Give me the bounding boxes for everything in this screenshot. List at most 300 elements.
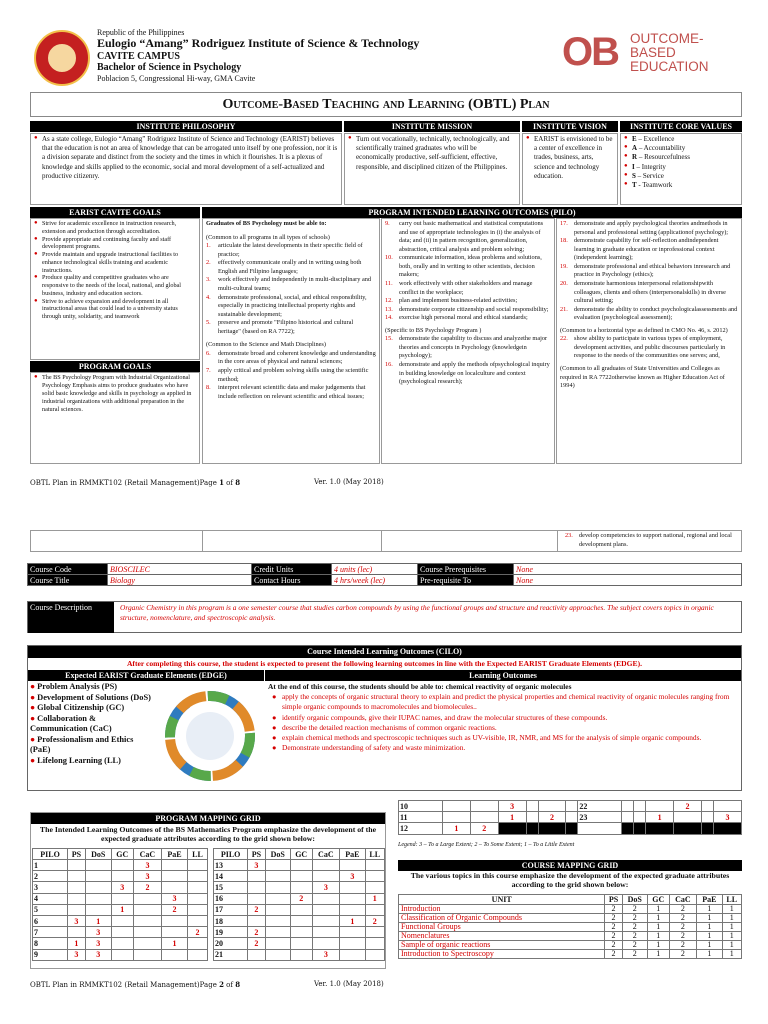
- cmg-unit: Introduction to Spectroscopy: [399, 950, 605, 959]
- core-value-item: ● E – Excellence: [624, 135, 738, 144]
- grid-column-header: CaC: [312, 849, 340, 860]
- grid-cell: [340, 938, 365, 949]
- edge-item: ● Lifelong Learning (LL): [30, 755, 121, 765]
- grid-cell: [111, 893, 133, 904]
- grid-row: [399, 823, 742, 834]
- course-title-label: Course Title: [28, 575, 108, 586]
- grid-cell: [68, 871, 86, 882]
- grid-row-label: 1: [33, 860, 68, 871]
- mission-text: ● Turn out vocationally, technically, technologically, and scientifically trained graduates who will be economically productive, self-sufficient, effective, responsible, and disciplined citizen of the Philippines.: [348, 135, 516, 172]
- pilo-common-label: (Common to all programs in all types of schools): [206, 233, 330, 241]
- grid-row-label: 13: [214, 860, 248, 871]
- grid-cell: [312, 893, 340, 904]
- pilo-specific-label: (Specific to BS Psychology Program ): [385, 326, 482, 334]
- cmg-table: [398, 894, 742, 959]
- grid-cell: 2: [248, 927, 265, 938]
- grid-column-header: DoS: [622, 895, 647, 905]
- grid-row-label: 23: [578, 812, 622, 823]
- grid-cell: 3: [713, 812, 741, 823]
- document-title: Outcome-Based Teaching and Learning (OBTL) Plan: [30, 92, 742, 117]
- pmg-legend: Legend: 3 – To a Large Extent; 2 – To Some Extent; 1 – To a Little Extent: [398, 842, 575, 848]
- pilo-item: communicate information, ideas problems and solutions, both, orally and in writing to other scientists, decision makers;: [399, 254, 542, 279]
- contact-hours-value: 4 hrs/week (lec): [332, 575, 418, 586]
- grid-cell: 3: [68, 949, 86, 960]
- grid-cell: [133, 915, 161, 926]
- grid-cell: 2: [248, 904, 265, 915]
- cilo-section: [27, 645, 742, 791]
- grid-cell: [713, 823, 741, 834]
- grid-row: [214, 871, 385, 882]
- contact-hours-label: Contact Hours: [252, 575, 332, 586]
- cmg-intro: The various topics in this course emphasize the development of the expected graduate attributes according to the grid shown below:: [410, 871, 730, 890]
- grid-cell: [290, 860, 312, 871]
- cmg-cell: 2: [669, 941, 697, 950]
- grid-row-label: 18: [214, 915, 248, 926]
- grid-cell: [365, 904, 385, 915]
- grid-cell: [248, 893, 265, 904]
- grid-column-header: LL: [722, 895, 741, 905]
- obe-line1: OUTCOME-: [630, 31, 704, 46]
- cmg-cell: 2: [622, 941, 647, 950]
- cmg-header: COURSE MAPPING GRID: [398, 860, 742, 871]
- obe-line3: EDUCATION: [630, 59, 709, 74]
- cmg-cell: 2: [622, 905, 647, 914]
- cmg-cell: 1: [697, 905, 722, 914]
- pilo-column-1: Graduates of BS Psychology must be able to: (Common to all programs in all types of schools) 1. articulate the latest developments in their specific field of practice; 2. effectively communicate orally and in writing using both English and Filipino languages; 3. work effectively and independently in multi-disciplinary and multi-cultural teams; 4. demonstrate professional, social, and ethical responsibility, especially in practicing intellectual property rights and sustainable development; 5. preserve and promote "Filipino historical and cultural heritage" (based on RA 7722); (Common to the Science and Math Disciplines) 6. demonstrate broad and coherent knowledge and understanding in the core areas of physical and natural sciences; 7. apply critical and problem solving skills using the scientific method; 8. interpret relevant scientific data and make judgements that include reflection on relevant scientific and ethical issues;: [202, 218, 380, 464]
- grid-cell: [290, 904, 312, 915]
- grid-row: [214, 927, 385, 938]
- grid-cell: [133, 893, 161, 904]
- cmg-cell: 1: [647, 914, 669, 923]
- grid-column-header: CaC: [133, 849, 161, 860]
- cmg-unit: Introduction: [399, 905, 605, 914]
- course-mapping-grid: [398, 860, 742, 972]
- grid-cell: [111, 927, 133, 938]
- institution-header: [97, 28, 419, 83]
- cmg-cell: 1: [647, 905, 669, 914]
- pilo-intro: Graduates of BS Psychology must be able to:: [206, 220, 327, 227]
- cilo-header: Course Intended Learning Outcomes (CILO): [28, 646, 741, 658]
- credit-units-label: Credit Units: [252, 564, 332, 575]
- cilo-subheader: After completing this course, the student is expected to present the following learning outcomes in line with the Expected EARIST Graduate Elements (EDGE).: [126, 659, 643, 668]
- grid-cell: [701, 812, 713, 823]
- cmg-cell: 1: [697, 941, 722, 950]
- grid-cell: [188, 938, 208, 949]
- grid-cell: [265, 904, 290, 915]
- grid-row: [214, 915, 385, 926]
- grid-cell: [133, 938, 161, 949]
- course-description-text: Organic Chemistry in this program is a one semester course that studies carbon compounds by using the functional groups and structure and reactivity approaches. The subject covers topics in organic structure, nomenclature, and spectroscopic analysis.: [120, 603, 714, 622]
- grid-cell: [265, 860, 290, 871]
- grid-cell: [85, 893, 111, 904]
- grid-cell: [622, 823, 634, 834]
- grid-row-label: 14: [214, 871, 248, 882]
- grid-row-label: 7: [33, 927, 68, 938]
- grid-cell: [312, 860, 340, 871]
- grid-row-label: 15: [214, 882, 248, 893]
- grid-cell: [312, 871, 340, 882]
- grid-row: [33, 949, 208, 960]
- grid-cell: [526, 812, 538, 823]
- grid-cell: 3: [85, 927, 111, 938]
- page-footer-2: OBTL Plan in RMMKT102 (Retail Management)Page 2 of 8: [30, 980, 241, 989]
- grid-cell: [312, 938, 340, 949]
- cmg-cell: 1: [722, 923, 741, 932]
- grid-row-label: 10: [399, 801, 443, 812]
- grid-cell: [578, 823, 622, 834]
- cmg-cell: 2: [622, 914, 647, 923]
- grid-cell: [265, 927, 290, 938]
- grid-row-label: 21: [214, 949, 248, 960]
- grid-cell: [85, 860, 111, 871]
- grid-cell: [162, 915, 188, 926]
- grid-cell: [470, 812, 498, 823]
- grid-column-header: LL: [188, 849, 208, 860]
- cmg-unit: Functional Groups: [399, 923, 605, 932]
- grid-cell: [365, 871, 385, 882]
- course-code-value: BIOSCILEC: [108, 564, 252, 575]
- pmg-header: PROGRAM MAPPING GRID: [31, 813, 385, 824]
- pilo-item: demonstrate and apply psychological theories andmethods in personal and professional setting (applicationof psychology);: [574, 220, 729, 236]
- philosophy-header: INSTITUTE PHILOSOPHY: [30, 121, 342, 132]
- grid-column-header: UNIT: [399, 895, 605, 905]
- grid-cell: 2: [188, 927, 208, 938]
- grid-cell: [265, 915, 290, 926]
- obe-line2: BASED: [630, 45, 676, 60]
- grid-cell: 1: [111, 904, 133, 915]
- grid-cell: 2: [133, 882, 161, 893]
- pmg-table-mid: [213, 848, 385, 961]
- grid-cell: [365, 882, 385, 893]
- obe-logo: [562, 30, 734, 82]
- core-value-item: ● I – Integrity: [624, 163, 738, 172]
- grid-cell: [674, 812, 702, 823]
- grid-cell: [111, 860, 133, 871]
- grid-cell: [162, 860, 188, 871]
- pilo-common2-label: (Common to the Science and Math Disciplines): [206, 341, 326, 349]
- grid-row-label: 17: [214, 904, 248, 915]
- grid-cell: 3: [248, 860, 265, 871]
- grid-cell: [265, 893, 290, 904]
- cmg-cell: 1: [722, 914, 741, 923]
- grid-cell: 3: [498, 801, 526, 812]
- grid-cell: 2: [538, 812, 566, 823]
- grid-cell: [290, 915, 312, 926]
- pilo-item: exercise high personal moral and ethical standards;: [399, 314, 528, 322]
- grid-cell: [188, 860, 208, 871]
- pilo-column-2: 9. carry out basic mathematical and statistical computations and use of appropriate technologies in (i) the analysis of data; and (ii) in pattern recognition, generalization, abstraction, critical analysis and problem solving; 10. communicate information, ideas problems and solutions, both, orally and in writing to other scientists, decision makers; 11. work effectively with other stakeholders and manage conflict in the workplace; 12. plan and implement business-related activities; 13. demonstrate corporate citizenship and social responsibility; 14. exercise high personal moral and ethical standards; (Specific to BS Psychology Program ) 15. demonstrate the capability to discuss and analyzethe major theories and concepts in Psychology (knowledgein psychology); 16. demonstrate and apply the methods ofpsychological inquiry in building knowledge on localculture and context (psychological research);: [381, 218, 555, 464]
- grid-cell: [701, 801, 713, 812]
- core-value-item: ● A – Accountability: [624, 144, 738, 153]
- cmg-unit: Sample of organic reactions: [399, 941, 605, 950]
- grid-cell: 2: [365, 915, 385, 926]
- grid-row-label: 6: [33, 915, 68, 926]
- cmg-cell: 1: [722, 950, 741, 959]
- core-value-item: ● S – Service: [624, 172, 738, 181]
- grid-cell: 3: [85, 949, 111, 960]
- cmg-cell: 1: [647, 932, 669, 941]
- cmg-cell: 2: [605, 932, 622, 941]
- grid-cell: [442, 801, 470, 812]
- cmg-cell: 1: [647, 941, 669, 950]
- grid-row-label: 11: [399, 812, 443, 823]
- course-description-label: Course Description: [28, 602, 114, 633]
- grid-cell: 1: [68, 938, 86, 949]
- edge-item: ● Collaboration & Communication (CaC): [30, 713, 112, 733]
- pmg-intro: The Intended Learning Outcomes of the BS Mathematics Program emphasize the development of the expected graduate attributes according to the grid shown below:: [39, 825, 377, 844]
- program-goals-text: ● The BS Psychology Program with Industrial Organizational Psychology Emphasis aims to produce graduates who have solid basic knowledge and skills in psychology as applied in industrial organizations with additional preparation in the natural sciences.: [34, 374, 196, 414]
- grid-cell: 3: [133, 860, 161, 871]
- cmg-cell: 1: [722, 932, 741, 941]
- grid-cell: 2: [674, 801, 702, 812]
- grid-cell: [622, 801, 634, 812]
- grid-cell: 3: [162, 893, 188, 904]
- cmg-cell: 1: [697, 923, 722, 932]
- grid-row: [33, 882, 208, 893]
- grid-row-label: 20: [214, 938, 248, 949]
- learning-outcomes-intro: At the end of this course, the students should be able to: chemical reactivity of organic molecules: [268, 682, 572, 691]
- grid-cell: [188, 904, 208, 915]
- cmg-cell: 1: [722, 905, 741, 914]
- cmg-unit: Classification of Organic Compounds: [399, 914, 605, 923]
- grid-cell: [526, 823, 538, 834]
- grid-row: [399, 801, 742, 812]
- grid-cell: [85, 871, 111, 882]
- pilo-item: demonstrate harmonious interpersonal relationshipwith colleagues, clients and others (interpersonalskills) in diverse cultural setting;: [574, 279, 726, 305]
- grid-cell: [162, 949, 188, 960]
- grid-row: [33, 915, 208, 926]
- pilo-item: articulate the latest developments in their specific field of practice;: [218, 242, 363, 258]
- grid-cell: [290, 927, 312, 938]
- grid-cell: [634, 823, 646, 834]
- course-title-value: Biology: [108, 575, 252, 586]
- pilo-item: demonstrate the ability to conduct psychologicalassessments and evaluation (psychological assessment);: [574, 305, 738, 322]
- grid-cell: [340, 949, 365, 960]
- grid-cell: 1: [85, 915, 111, 926]
- grid-row-label: 4: [33, 893, 68, 904]
- grid-column-header: PaE: [162, 849, 188, 860]
- grid-cell: [111, 938, 133, 949]
- grid-cell: 2: [290, 893, 312, 904]
- grid-cell: [470, 801, 498, 812]
- grid-cell: [68, 927, 86, 938]
- pilo-item: show ability to participate in various types of employment, development activities, and public discourses particularly in response to the needs of the communities one serves; and,: [574, 335, 726, 360]
- grid-row: [214, 949, 385, 960]
- grid-row-label: 2: [33, 871, 68, 882]
- goal-item: ● Provide appropriate and continuing faculty and staff development programs.: [34, 236, 196, 252]
- grid-cell: [365, 860, 385, 871]
- grid-column-header: GC: [111, 849, 133, 860]
- grid-cell: [646, 801, 674, 812]
- grid-cell: [290, 938, 312, 949]
- earist-seal-logo: [34, 30, 90, 86]
- version-footer-2: Ver. 1.0 (May 2018): [314, 980, 384, 988]
- learning-outcome-item: identify organic compounds, give their IUPAC names, and draw the molecular structures of these compounds.: [282, 712, 608, 722]
- grid-cell: 1: [498, 812, 526, 823]
- pilo-suc-label: (Common to all graduates of State Universities and Colleges as required in RA 7722otherwise known as Higher Education Act of 1994): [560, 365, 725, 390]
- republic-text: Republic of the Philippines: [97, 28, 185, 37]
- grid-cell: [68, 904, 86, 915]
- cmg-unit: Nomenclatures: [399, 932, 605, 941]
- grid-cell: 3: [312, 949, 340, 960]
- grid-cell: 3: [312, 882, 340, 893]
- pilo-item: interpret relevant scientific data and make judgements that include reflection on relevant scientific and ethical issues;: [218, 384, 366, 400]
- cmg-cell: 1: [722, 941, 741, 950]
- prereq-to-label: Pre-requisite To: [418, 575, 514, 586]
- grid-cell: [265, 882, 290, 893]
- cmg-cell: 2: [605, 941, 622, 950]
- cmg-cell: 2: [622, 950, 647, 959]
- goal-item: ● Strive for academic excellence in instruction research, extension and production through accreditation.: [34, 220, 196, 236]
- grid-cell: [265, 938, 290, 949]
- cmg-row: [399, 923, 742, 932]
- cmg-row: [399, 950, 742, 959]
- learning-outcome-item: Demonstrate understanding of safety and waste minimization.: [282, 743, 466, 753]
- grid-cell: [290, 871, 312, 882]
- cmg-cell: 2: [622, 932, 647, 941]
- grid-cell: [634, 801, 646, 812]
- grid-cell: 3: [133, 871, 161, 882]
- address-text: Poblacion 5, Congressional Hi-way, GMA Cavite: [97, 73, 256, 83]
- grid-row: [214, 938, 385, 949]
- grid-row-label: 12: [399, 823, 443, 834]
- grid-cell: [162, 927, 188, 938]
- cmg-cell: 2: [669, 914, 697, 923]
- edge-header: Expected EARIST Graduate Elements (EDGE): [28, 670, 264, 681]
- learning-outcome-item: explain chemical methods and spectroscopic techniques such as UV-visible, IR, NMR, and MS for the analysis of simple organic compounds.: [282, 733, 702, 743]
- cmg-cell: 2: [605, 950, 622, 959]
- edge-cycle-diagram: [160, 684, 260, 788]
- pilo-header: PROGRAM INTENDED LEARNING OUTCOMES (PILO): [202, 207, 742, 218]
- grid-column-header: GC: [647, 895, 669, 905]
- learning-outcome-item: describe the detailed reaction mechanisms of common organic reactions.: [282, 722, 497, 732]
- grid-cell: [340, 927, 365, 938]
- goals-section: [30, 218, 200, 360]
- grid-cell: [566, 823, 578, 834]
- cmg-cell: 2: [669, 950, 697, 959]
- cmg-cell: 1: [647, 923, 669, 932]
- campus-name: CAVITE CAMPUS: [97, 50, 180, 62]
- grid-cell: 1: [646, 812, 674, 823]
- grid-cell: [111, 949, 133, 960]
- grid-column-header: PILO: [214, 849, 248, 860]
- grid-row-label: 16: [214, 893, 248, 904]
- pilo-item: demonstrate professional, social, and ethical responsibility, especially in practicing intellectual property rights and sustainable development;: [218, 293, 367, 318]
- grid-column-header: PaE: [697, 895, 722, 905]
- learning-outcomes: At the end of this course, the students should be able to: chemical reactivity of organic molecules ● apply the concepts of organic structural theory to explain and predict the physical properties and chemical reactivity of organic molecules ranging from simple organic compounds to macromolecules and biomolecules.. ● identify organic compounds, give their IUPAC names, and draw the molecular structures of these compounds. ● describe the detailed reaction mechanisms of common organic reactions. ● explain chemical methods and spectroscopic techniques such as UV-visible, IR, NMR, and MS for the analysis of simple organic compounds. ● Demonstrate understanding of safety and waste minimization.: [268, 682, 738, 754]
- edge-item: ● Professionalism and Ethics (PaE): [30, 734, 134, 754]
- grid-cell: [133, 949, 161, 960]
- grid-row: [214, 882, 385, 893]
- grid-row-label: 9: [33, 949, 68, 960]
- grid-cell: [248, 915, 265, 926]
- grid-cell: [713, 801, 741, 812]
- grid-cell: [68, 882, 86, 893]
- grid-cell: [646, 823, 674, 834]
- cmg-cell: 2: [605, 905, 622, 914]
- grid-cell: 3: [85, 938, 111, 949]
- grid-cell: [538, 823, 566, 834]
- grid-column-header: PaE: [340, 849, 365, 860]
- pilo-column-3: 17. demonstrate and apply psychological theories andmethods in personal and professional setting (applicationof psychology); 18. demonstrate capability for self-reflection andindependent learning in graduate education or inprofessional context (independent learning); 19. demonstrate professional and ethical behaviors inresearch and practice in Psychology (ethics); 20. demonstrate harmonious interpersonal relationshipwith colleagues, clients and others (interpersonalskills) in diverse cultural setting; 21. demonstrate the ability to conduct psychologicalassessments and evaluation (psychological assessment); (Common to a horizontal type as defined in CMO No. 46, s. 2012) 22. show ability to participate in various types of employment, development activities, and public discourses particularly in response to the needs of the communities one serves; and, (Common to all graduates of State Universities and Colleges as required in RA 7722otherwise known as Higher Education Act of 1994): [556, 218, 742, 464]
- mission-header: INSTITUTE MISSION: [344, 121, 520, 132]
- grid-cell: 2: [248, 938, 265, 949]
- grid-cell: [188, 882, 208, 893]
- grid-cell: 1: [442, 823, 470, 834]
- grid-cell: [312, 927, 340, 938]
- grid-cell: [188, 871, 208, 882]
- vision-section: [522, 133, 618, 205]
- grid-cell: [340, 904, 365, 915]
- grid-cell: [248, 871, 265, 882]
- pilo-item: demonstrate capability for self-reflection andindependent learning in graduate education or inprofessional context (independent learning);: [574, 237, 719, 262]
- grid-row: [214, 893, 385, 904]
- grid-row: [33, 871, 208, 882]
- grid-row: [33, 927, 208, 938]
- grid-column-header: GC: [290, 849, 312, 860]
- grid-cell: [290, 882, 312, 893]
- cmg-cell: 1: [697, 914, 722, 923]
- edge-item: ● Global Citizenship (GC): [30, 703, 125, 712]
- cmg-cell: 2: [605, 923, 622, 932]
- course-description-box: [27, 601, 742, 633]
- grid-row-label: 5: [33, 904, 68, 915]
- grid-row-label: 22: [578, 801, 622, 812]
- pilo-item: demonstrate broad and coherent knowledge and understanding in the core areas of physical and natural sciences;: [218, 349, 376, 366]
- grid-cell: [674, 823, 702, 834]
- grid-row: [399, 812, 742, 823]
- grid-cell: [290, 949, 312, 960]
- edge-item: ● Problem Analysis (PS): [30, 682, 118, 691]
- grid-column-header: PS: [68, 849, 86, 860]
- philosophy-text: ● As a state college, Eulogio “Amang” Rodriguez Institute of Science and Technology (EARIST) believes that the education is not an area of knowledge that can be arrogated unto itself by one profession, nor it is a division separate and distinct from the society and the times in which it flourishes. It is a plexus of knowledge and skills applied to the economic, social and moral development of a self-actualized and productive citizenry.: [34, 135, 338, 181]
- program-mapping-grid: [30, 812, 386, 969]
- pilo-item: demonstrate corporate citizenship and social responsibility;: [399, 305, 549, 313]
- grid-row: [33, 893, 208, 904]
- grid-column-header: PS: [605, 895, 622, 905]
- grid-cell: [133, 927, 161, 938]
- cmg-cell: 2: [669, 932, 697, 941]
- cmg-cell: 2: [669, 923, 697, 932]
- cmg-cell: 2: [605, 914, 622, 923]
- goals-header: EARIST CAVITE GOALS: [30, 207, 200, 218]
- edge-list: [30, 682, 155, 766]
- program-goals-section: [30, 372, 200, 464]
- prereq-label: Course Prerequisites: [418, 564, 514, 575]
- goal-item: ● Produce quality and competitive graduates who are responsive to the needs of the local, national, and global business, industry and education sectors.: [34, 274, 196, 297]
- grid-cell: 1: [365, 893, 385, 904]
- page-footer-1: OBTL Plan in RMMKT102 (Retail Management)Page 1 of 8: [30, 478, 241, 487]
- learning-outcomes-header: Learning Outcomes: [265, 670, 741, 681]
- pilo-item: plan and implement business-related activities;: [399, 297, 518, 305]
- grid-column-header: CaC: [669, 895, 697, 905]
- pilo-item: demonstrate the capability to discuss and analyzethe major theories and concepts in Psychology (knowledgein psychology);: [399, 335, 548, 360]
- grid-cell: [340, 860, 365, 871]
- grid-column-header: PILO: [33, 849, 68, 860]
- grid-cell: [498, 823, 526, 834]
- pilo-horizontal-label: (Common to a horizontal type as defined in CMO No. 46, s. 2012): [560, 326, 728, 334]
- grid-cell: [365, 927, 385, 938]
- grid-cell: [133, 904, 161, 915]
- obe-mark: OB: [562, 30, 618, 74]
- grid-column-header: DoS: [85, 849, 111, 860]
- grid-cell: [265, 949, 290, 960]
- grid-cell: 2: [470, 823, 498, 834]
- cmg-cell: 2: [669, 905, 697, 914]
- edge-item: ● Development of Solutions (DoS): [30, 692, 151, 702]
- grid-cell: [365, 938, 385, 949]
- pilo-item-23: develop competencies to support national, regional and local development plans.: [579, 532, 732, 548]
